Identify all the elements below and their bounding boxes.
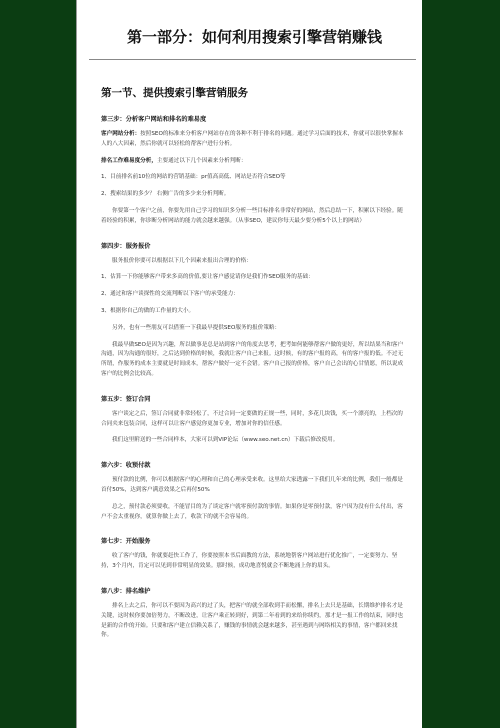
step6-paragraph-summary: 总之，预付款必须要收，不能冒目的为了谈定客户就零预付款的事情。如果你是零预付款，客户因为没有什么付出，客户不会太重视你，就算你做上去了，收款下的就不会容易的。 — [101, 503, 403, 520]
list-item: 1、估算一下你能够客户带来多高的价值,要让客户感觉请你是我们作SEO服务的基础： — [101, 274, 314, 281]
list-item: 2、搜索结果的多少？ 右侧广告的多少来分析判断。 — [101, 191, 230, 198]
step4-heading: 第四步：服务报价 — [101, 242, 151, 250]
document-page — [76, 0, 422, 728]
list-item: 1、目前排名前10位的网站的营销基础：pr值高高低、网站是否符合SEO等 — [101, 174, 286, 181]
step5-heading: 第五步：签订合同 — [101, 395, 151, 403]
step4-paragraph-story: 我最早做SEO是因为兴趣，所以做事是总是站到客户的角度去思考，把考如何能够帮客户做的更好，所以结果当和客户沟通，因为沟通的很好，之后达到价格的时候，我就让客户自己来报。这时候，有的客户报的高，有的客户报的低。不过无所谓，作服务的成本主要就是时间成本，帮客户做好一定不会错。客户自己报的价格，客户自己会出的心甘情愿，所以说成客户的比例会比较高。 — [101, 341, 404, 377]
step4-paragraph-strategy: 另外，也有一些朋友可以借鉴一下我最早提供SEO服务的报价策略： — [112, 324, 281, 331]
list-item: 2、通过和客户谈探性的交流判断以下客户的承受能力： — [101, 291, 239, 298]
step7-paragraph-service: 收了客户的钱，你就要赶快工作了，你要按照本书后面教的方法，系统地帮客户网站进行优化推广，一定要努力、坚持，3个月内，肯定可以见到非常明显的效果。那时候，成功地喜悦就会不断地涌上你的眉头。 — [101, 553, 398, 570]
bold-label: 客户网站分析： — [101, 131, 141, 137]
step8-paragraph-maintenance: 排名上去之后，你可以不要因为高兴的过了头，把客户的就全部收到手而松懈，排名上去只是基础，长期维护排名才是关键，这时候你要加倍努力，不断改进，让客户乘正转到好，到第二年看到的来给你续约，那才是一报工作的结束，同时也是新的合作的开始。只要和客户建立信赖关系了，赚钱的事情就会越来越多，甚至遇到与网络相关的事情，客户都回来找你。 — [101, 602, 404, 639]
list-item: 3、根据你自己的做的工作量的大小。 — [101, 307, 195, 314]
step3-paragraph-site-analysis — [101, 130, 408, 150]
bold-label: 排名工作难易度分析， — [101, 157, 157, 164]
step6-paragraph-ratio: 预付款的比例，你可以根据客户的心理和自己的心理承受来收。这里给大家透露一下我们几年来的比例，我们一般都是首付50%，达到客户满意效果之后再付50% — [101, 477, 403, 493]
step3-paragraph-difficulty — [101, 157, 408, 167]
step8-heading: 第八步：排名维护 — [101, 587, 151, 595]
step5-paragraph-download: 我们这里附送的一些合同样本，大家可以到VIP论坛（www.seo.net.cn）下载后修改使用。 — [112, 437, 339, 444]
paragraph-text: 主要通过以下几个因素来分析判断： — [156, 157, 247, 164]
title-divider — [89, 59, 416, 60]
paragraph-text: 按照SEO的标准来分析客户网站存在的各种不利于排名的问题。通过学习后面的技术，你就可以很快掌握本人的八大因素，然后你就可以轻松的帮客户进行分析。 — [101, 131, 404, 147]
step5-paragraph-contract: 客户谈定之后，签订合同就非常轻松了，不过合同一定要做的正规一些，同时，多花几块钱，买一个漂亮的，上档次的合同夹来包装合同，这样可以让客户感觉你更加专业，增加对你的信任感。 — [101, 410, 403, 427]
step4-paragraph-intro: 服务报价你要可以根据以下几个因素来报出合理的价格： — [112, 257, 252, 264]
step3-heading: 第三步：分析客户网站和排名的难易度 — [101, 116, 207, 123]
document-title: 第一部分：如何利用搜索引擎营销赚钱 — [126, 28, 382, 46]
step7-heading: 第七步：开始服务 — [101, 538, 151, 546]
section-heading: 第一节、提供搜索引擎营销服务 — [101, 87, 248, 99]
step3-paragraph-experience: 你要第一个客户之前，你要先用自己学习的知识多分析一些目标排名非常好的网站，然后总结一下，积累以下经验。随着经验的积累，你诊断分析网站的能力就会越来越强。（从事SEO，建议你每天最少要分析5个以上的网站） — [101, 207, 403, 224]
step6-heading: 第六步：收预付款 — [101, 462, 151, 470]
